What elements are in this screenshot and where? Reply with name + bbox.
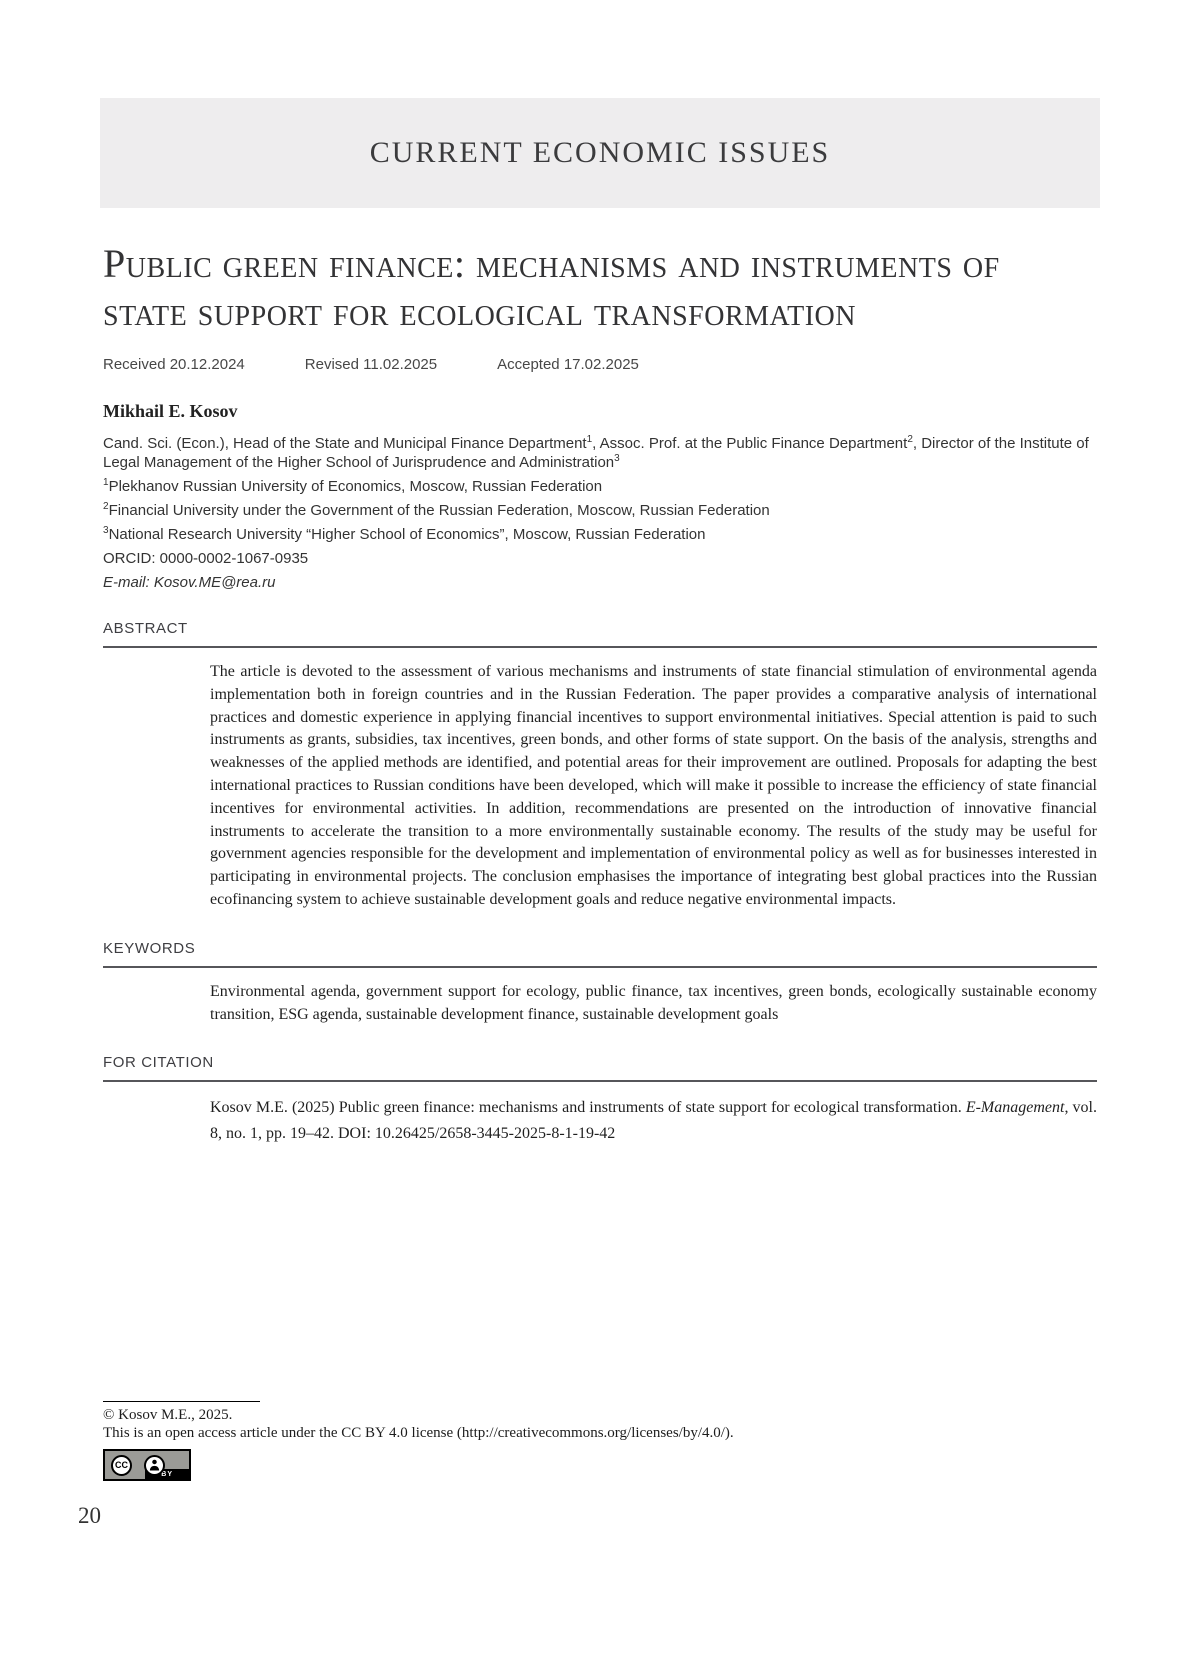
abstract-heading: ABSTRACT	[103, 620, 1097, 648]
affiliation-marker: 1	[103, 477, 109, 488]
cc-by-label: BY	[145, 1469, 189, 1479]
author-meta	[103, 434, 1097, 592]
affiliation-text: National Research University “Higher School of Economics”, Moscow, Russian Federation	[108, 526, 706, 543]
affiliation-marker: 3	[614, 453, 620, 464]
affiliation-marker: 2	[103, 501, 109, 512]
author-desc-part: Cand. Sci. (Econ.), Head of the State and Municipal Finance Department	[103, 435, 587, 452]
article-first-page	[103, 240, 1097, 1147]
cc-by-license-badge[interactable]	[103, 1449, 191, 1481]
affiliation-text: Plekhanov Russian University of Economics, Moscow, Russian Federation	[108, 478, 603, 495]
affiliation-3	[103, 525, 1097, 544]
article-title: Public green finance: mechanisms and instruments of state support for ecological transformation	[103, 241, 1000, 334]
journal-section-title: CURRENT ECONOMIC ISSUES	[369, 136, 831, 169]
citation-text-after: , vol. 8, no. 1, pp. 19–42. DOI: 10.26425/2658-3445-2025-8-1-19-42	[210, 1099, 1098, 1143]
affiliation-2	[103, 501, 1097, 520]
license-line: This is an open access article under the CC BY 4.0 license (http://creativecommons.org/licenses/by/4.0/).	[103, 1425, 734, 1442]
affiliation-marker: 2	[907, 434, 913, 445]
footnote-rule	[103, 1401, 260, 1402]
cc-icon: CC	[111, 1455, 132, 1476]
affiliation-text: Financial University under the Government of the Russian Federation, Moscow, Russian Federation	[108, 502, 770, 519]
author-email: E-mail: Kosov.ME@rea.ru	[103, 574, 276, 591]
journal-section-banner	[100, 98, 1100, 208]
page-number: 20	[78, 1503, 101, 1529]
affiliation-1	[103, 477, 1097, 496]
date-accepted: Accepted 17.02.2025	[497, 356, 639, 373]
author-desc-part: , Assoc. Prof. at the Public Finance Department	[592, 435, 908, 452]
author-orcid: ORCID: 0000-0002-1067-0935	[103, 550, 309, 567]
abstract-text: The article is devoted to the assessment of various mechanisms and instruments of state financial stimulation of environmental agenda implementation both in foreign countries and in the Russian Federation. The paper provides a comparative analysis of international practices and domestic experience in applying financial incentives to support environmental initiatives. Special attention is paid to such instruments as grants, subsidies, tax incentives, green bonds, and other forms of state support. On the basis of the analysis, strengths and weaknesses of the applied methods are identified, and potential areas for their improvement are outlined. Proposals for adapting the best international practices to Russian conditions have been developed, which will make it possible to increase the efficiency of state financial incentives for environmental activities. In addition, recommendations are presented on the introduction of innovative financial instruments to accelerate the transition to a more environmentally sustainable economy. The results of the study may be useful for government agencies responsible for the development and implementation of environmental policy as well as for businesses interested in participating in environmental projects. The conclusion emphasises the importance of integrating best global practices into the Russian ecofinancing system to achieve sustainable development goals and reduce negative environmental impacts.	[210, 663, 1097, 908]
date-received: Received 20.12.2024	[103, 356, 245, 373]
keywords-text: Environmental agenda, government support for ecology, public finance, tax incentives, green bonds, ecologically sustainable economy transition, ESG agenda, sustainable development finance, sustainable development goals	[210, 982, 1097, 1023]
keywords-heading: KEYWORDS	[103, 940, 1097, 968]
article-dates	[103, 356, 1097, 373]
attribution-person-icon	[144, 1455, 165, 1476]
author-desc-part: , Director of the Institute of Legal Management of the Higher School of Jurisprudence and Administration	[103, 435, 1089, 471]
citation-text	[210, 1095, 1097, 1147]
affiliation-marker: 1	[586, 434, 593, 445]
blank-space	[0, 1147, 1200, 1401]
author-name: Mikhail E. Kosov	[103, 401, 238, 421]
copyright-line: © Kosov M.E., 2025.	[103, 1407, 233, 1424]
affiliation-marker: 3	[103, 525, 109, 536]
citation-heading: FOR CITATION	[103, 1054, 1097, 1082]
date-revised: Revised 11.02.2025	[304, 356, 438, 373]
page-footer	[103, 1401, 1200, 1481]
citation-text-before: Kosov M.E. (2025) Public green finance: mechanisms and instruments of state support for ecological transformation.	[210, 1099, 966, 1117]
author-description	[103, 434, 1097, 472]
citation-journal-name: E-Management	[965, 1099, 1065, 1117]
